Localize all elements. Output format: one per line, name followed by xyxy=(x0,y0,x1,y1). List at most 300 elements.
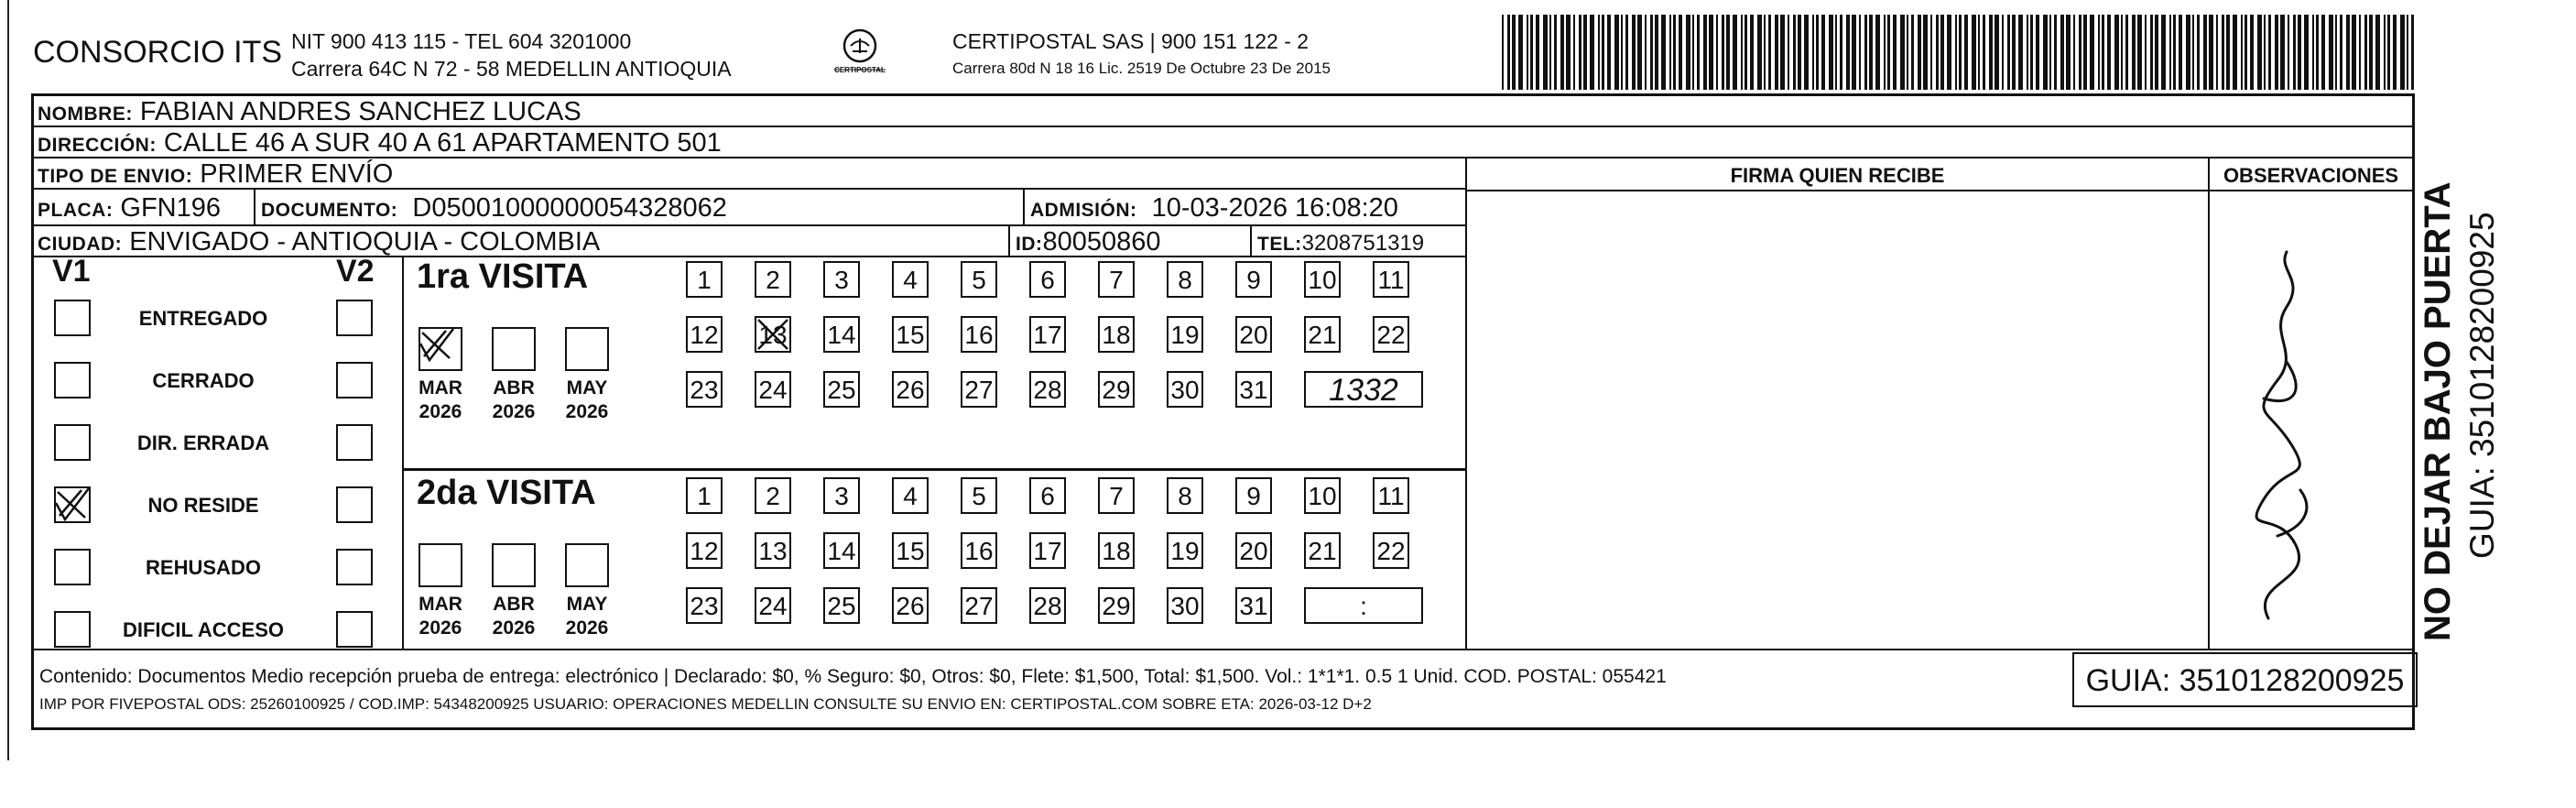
admision-value: 10-03-2026 16:08:20 xyxy=(1151,193,1398,223)
barcode-bar xyxy=(2102,15,2104,90)
barcode-bar xyxy=(2002,15,2004,90)
barcode-bar xyxy=(2244,15,2247,90)
barcode-bar xyxy=(1686,15,1690,90)
barcode-bar xyxy=(2186,15,2190,90)
documento-cell xyxy=(261,192,727,226)
barcode-bar xyxy=(2288,15,2289,90)
barcode-bar xyxy=(2125,15,2128,90)
barcode-bar xyxy=(1709,15,1713,90)
barcode-bar xyxy=(1788,15,1789,90)
month-year: 2026 xyxy=(418,617,462,639)
company-info xyxy=(291,27,732,82)
barcode-bar xyxy=(2098,15,2100,90)
month-name: MAY xyxy=(566,377,608,399)
barcode-bar xyxy=(1579,15,1581,90)
barcode-bar xyxy=(1607,15,1611,90)
row-tipo xyxy=(34,158,1465,190)
barcode-bar xyxy=(2150,15,2153,90)
barcode-bar xyxy=(2043,15,2048,90)
day-box[interactable]: 12 xyxy=(686,316,723,353)
barcode-bar xyxy=(2352,15,2356,90)
day-box[interactable]: 31 xyxy=(1235,371,1272,408)
v2-checkbox[interactable] xyxy=(336,486,373,523)
day-box[interactable]: 24 xyxy=(755,371,791,408)
barcode-bar xyxy=(2346,15,2350,90)
barcode-bar xyxy=(1955,15,1957,90)
day-box[interactable]: 9 xyxy=(1235,261,1272,298)
barcode-bar xyxy=(2007,15,2010,90)
month-label xyxy=(561,593,613,640)
barcode-bar xyxy=(1780,15,1785,90)
day-box[interactable]: 8 xyxy=(1167,261,1203,298)
day-box[interactable]: 5 xyxy=(961,261,997,298)
barcode-bar xyxy=(2304,15,2309,90)
barcode-bar xyxy=(1798,15,1801,90)
day-box[interactable]: 2 xyxy=(755,261,791,298)
barcode-bar xyxy=(1536,15,1539,90)
day-box[interactable]: 7 xyxy=(1098,261,1135,298)
ciudad-label: CIUDAD: xyxy=(38,234,123,255)
day-box[interactable]: 18 xyxy=(1098,532,1135,569)
day-box[interactable]: 13 xyxy=(755,532,791,569)
barcode-bar xyxy=(2275,15,2278,90)
barcode-bar xyxy=(2173,15,2176,90)
month-label xyxy=(415,377,466,424)
barcode-bar xyxy=(1947,15,1951,90)
nombre-label: NOMBRE: xyxy=(38,104,133,125)
ciudad-cell xyxy=(38,226,600,260)
barcode-bar xyxy=(1554,15,1557,90)
barcode-bar xyxy=(1512,15,1516,90)
barcode-bar xyxy=(2073,15,2075,90)
admision-cell xyxy=(1030,192,1398,226)
barcode-bar xyxy=(2250,15,2254,90)
placa-value: GFN196 xyxy=(120,193,221,223)
barcode-bar xyxy=(2335,15,2337,90)
day-box[interactable]: 5 xyxy=(961,477,997,514)
visit-title: 2da VISITA xyxy=(417,474,596,512)
barcode-bar xyxy=(1821,15,1825,90)
certipostal-info xyxy=(952,27,1331,82)
day-box[interactable]: 8 xyxy=(1167,477,1203,514)
tel-label: TEL: xyxy=(1257,234,1302,255)
barcode-bar xyxy=(1757,15,1762,90)
barcode-bar xyxy=(2316,15,2319,90)
day-box[interactable]: 19 xyxy=(1167,316,1203,353)
barcode-bar xyxy=(2030,15,2033,90)
barcode-bar xyxy=(2375,15,2380,90)
barcode-bar xyxy=(1530,15,1533,90)
day-box[interactable]: 16 xyxy=(961,532,997,569)
month-checkbox[interactable] xyxy=(418,543,462,587)
tel-cell xyxy=(1257,228,1424,260)
tipo-value: PRIMER ENVÍO xyxy=(200,159,394,189)
day-box[interactable]: 23 xyxy=(686,371,723,408)
barcode-bar xyxy=(1583,15,1587,90)
day-box[interactable]: 22 xyxy=(1373,532,1409,569)
day-box[interactable]: 7 xyxy=(1098,477,1135,514)
barcode-bar xyxy=(1692,15,1694,90)
day-box[interactable]: 16 xyxy=(961,316,997,353)
v1-header: V1 xyxy=(52,254,91,289)
day-box[interactable]: 10 xyxy=(1304,477,1341,514)
barcode-bar xyxy=(2222,15,2224,90)
month-checkbox[interactable] xyxy=(418,327,462,371)
barcode-bar xyxy=(2114,15,2119,90)
barcode-bar xyxy=(2329,15,2333,90)
barcode-bar xyxy=(2197,15,2200,90)
barcode-bar xyxy=(2209,15,2213,90)
day-box[interactable]: 29 xyxy=(1098,587,1135,624)
barcode-bar xyxy=(2083,15,2087,90)
day-box[interactable]: 20 xyxy=(1235,316,1272,353)
day-box[interactable]: 9 xyxy=(1235,477,1272,514)
barcode-bar xyxy=(1673,15,1676,90)
barcode-bar xyxy=(1875,15,1880,90)
barcode-bar xyxy=(2407,15,2408,90)
barcode-bar xyxy=(1907,15,1908,90)
month-label xyxy=(488,593,539,640)
barcode-bar xyxy=(1816,15,1819,90)
direccion-value: CALLE 46 A SUR 40 A 61 APARTAMENTO 501 xyxy=(163,128,722,158)
observaciones-left-border xyxy=(2208,158,2210,649)
day-box[interactable]: 27 xyxy=(961,587,997,624)
barcode-bar xyxy=(1793,15,1796,90)
day-box[interactable]: 11 xyxy=(1373,261,1409,298)
month-year: 2026 xyxy=(418,401,462,422)
day-box[interactable]: 23 xyxy=(686,587,723,624)
barcode-bar xyxy=(1829,15,1833,90)
barcode-bar xyxy=(1900,15,1905,90)
barcode-bar xyxy=(1978,15,1980,90)
month-year: 2026 xyxy=(492,401,536,422)
barcode-bar xyxy=(1918,15,1921,90)
status-option-label: DIFICIL ACCESO xyxy=(122,618,284,641)
placa-label: PLACA: xyxy=(38,200,114,221)
divider xyxy=(1250,226,1252,257)
footer-print-info: IMP POR FIVEPOSTAL ODS: 25260100925 / COD.IMP: 54348200925 USUARIO: OPERACIONES MEDELLIN CONSULTE SU ENVIO EN: CERTIPOSTAL.COM SOBRE ETA: 2026-03-12 D+2 xyxy=(39,695,1372,713)
barcode-bar xyxy=(2060,15,2064,90)
observaciones-header: OBSERVACIONES xyxy=(2223,164,2399,187)
status-option-label: REHUSADO xyxy=(146,556,261,579)
side-guia: GUIA: 3510128200925 xyxy=(2463,212,2501,559)
barcode-bar xyxy=(2298,15,2301,90)
day-box[interactable]: 22 xyxy=(1373,316,1409,353)
tipo-label: TIPO DE ENVIO: xyxy=(38,166,193,187)
documento-value: D05001000000054328062 xyxy=(412,193,727,223)
month-name: MAR xyxy=(418,377,462,399)
barcode-bar xyxy=(2216,15,2218,90)
row-ciudad xyxy=(34,226,1465,257)
barcode-bar xyxy=(2012,15,2016,90)
certipostal-address: Carrera 80d N 18 16 Lic. 2519 De Octubre 23 De 2015 xyxy=(952,60,1331,77)
status-option-label: DIR. ERRADA xyxy=(136,431,270,454)
barcode-bar xyxy=(1930,15,1932,90)
barcode-bar xyxy=(1884,15,1886,90)
barcode-bar xyxy=(1637,15,1642,90)
v2-checkbox[interactable] xyxy=(336,424,373,461)
side-notice: NO DEJAR BAJO PUERTA xyxy=(2418,181,2458,641)
barcode-bar xyxy=(2090,15,2094,90)
day-box[interactable]: 17 xyxy=(1029,316,1066,353)
footer-border xyxy=(34,649,2412,650)
id-value: 80050860 xyxy=(1042,227,1161,257)
day-box[interactable]: 6 xyxy=(1029,477,1066,514)
barcode-bar xyxy=(1560,15,1564,90)
barcode-bar xyxy=(2241,15,2243,90)
company-name: CONSORCIO ITS xyxy=(33,35,283,70)
barcode-bar xyxy=(2036,15,2039,90)
footer-content: Contenido: Documentos Medio recepción prueba de entrega: electrónico | Declarado: $0, % Seguro: $0, Otros: $0, Flete: $1,500, Total: $1,500. Vol.: 1*1*1. 0.5 1 Unid. COD. POSTAL: 055421 xyxy=(39,666,1667,687)
month-label xyxy=(561,377,613,424)
barcode-bar xyxy=(1804,15,1809,90)
month-label xyxy=(488,377,539,424)
row-placa xyxy=(34,190,1465,226)
month-checkbox[interactable] xyxy=(492,327,536,371)
barcode-bar xyxy=(1775,15,1778,90)
month-label xyxy=(415,593,466,640)
barcode-bar xyxy=(1994,15,1999,90)
day-box[interactable]: 14 xyxy=(823,316,860,353)
day-box[interactable]: 29 xyxy=(1098,371,1135,408)
barcode-bar xyxy=(1864,15,1867,90)
day-box[interactable]: 26 xyxy=(892,371,929,408)
barcode-bar xyxy=(2393,15,2397,90)
day-box[interactable]: 1 xyxy=(686,261,723,298)
day-box[interactable]: 3 xyxy=(823,261,860,298)
placa-cell xyxy=(38,192,221,226)
day-box[interactable]: 24 xyxy=(755,587,791,624)
guia-number: GUIA: 3510128200925 xyxy=(2072,652,2418,707)
barcode-bar xyxy=(2369,15,2373,90)
day-box[interactable]: 6 xyxy=(1029,261,1066,298)
barcode-bar xyxy=(2264,15,2266,90)
barcode-bar xyxy=(2226,15,2230,90)
barcode-bar xyxy=(2027,15,2028,90)
day-box[interactable]: 30 xyxy=(1167,587,1203,624)
barcode-bar xyxy=(2192,15,2194,90)
barcode-bar xyxy=(1549,15,1551,90)
day-box[interactable]: 15 xyxy=(892,532,929,569)
month-checkbox[interactable] xyxy=(492,543,536,587)
day-box[interactable]: 31 xyxy=(1235,587,1272,624)
barcode-bar xyxy=(1669,15,1671,90)
documento-label: DOCUMENTO: xyxy=(261,200,398,221)
barcode-bar xyxy=(1621,15,1623,90)
barcode-bar xyxy=(2280,15,2285,90)
barcode-bar xyxy=(1887,15,1890,90)
barcode-bar xyxy=(1527,15,1528,90)
recipient-signature xyxy=(2213,234,2351,637)
day-box[interactable]: 14 xyxy=(823,532,860,569)
barcode-bar xyxy=(2411,15,2414,90)
barcode-bar xyxy=(2359,15,2361,90)
divider xyxy=(1023,190,1025,226)
barcode-bar xyxy=(1964,15,1968,90)
barcode-bar xyxy=(1835,15,1837,90)
barcode-bar xyxy=(1661,15,1666,90)
day-box[interactable]: 27 xyxy=(961,371,997,408)
status-option-label: CERRADO xyxy=(152,369,255,392)
status-option-label: ENTREGADO xyxy=(138,307,268,330)
barcode-bar xyxy=(1972,15,1976,90)
day-box[interactable]: 17 xyxy=(1029,532,1066,569)
barcode-bar xyxy=(2155,15,2158,90)
month-name: MAY xyxy=(566,594,608,615)
barcode-bar xyxy=(2203,15,2207,90)
barcode-bar xyxy=(1733,15,1737,90)
barcode-bar xyxy=(1852,15,1856,90)
barcode-bar xyxy=(1859,15,1861,90)
id-label: ID: xyxy=(1016,234,1043,255)
day-box[interactable]: 28 xyxy=(1029,371,1066,408)
barcode-bar xyxy=(2257,15,2262,90)
month-year: 2026 xyxy=(492,617,536,639)
day-box[interactable]: 25 xyxy=(823,587,860,624)
barcode-bar xyxy=(1959,15,1962,90)
barcode-bar xyxy=(1598,15,1600,90)
day-box[interactable]: 18 xyxy=(1098,316,1135,353)
column-header-border xyxy=(1467,190,2412,191)
barcode-bar xyxy=(2384,15,2386,90)
v2-header: V2 xyxy=(336,254,375,289)
month-checkbox[interactable] xyxy=(565,543,609,587)
v2-checkbox[interactable] xyxy=(336,611,373,648)
barcode-bar xyxy=(1614,15,1619,90)
barcode-bar xyxy=(1518,15,1523,90)
company-address: Carrera 64C N 72 - 58 MEDELLIN ANTIOQUIA xyxy=(291,57,732,81)
barcode-bar xyxy=(1632,15,1636,90)
barcode-bar xyxy=(2132,15,2136,90)
barcode-bar xyxy=(2161,15,2166,90)
month-year: 2026 xyxy=(565,401,609,422)
month-name: MAR xyxy=(418,594,462,615)
day-box[interactable]: 12 xyxy=(686,532,723,569)
barcode-bar xyxy=(1703,15,1707,90)
barcode-bar xyxy=(2145,15,2147,90)
barcode-bar xyxy=(2400,15,2405,90)
barcode-bar xyxy=(1566,15,1571,90)
firma-header: FIRMA QUIEN RECIBE xyxy=(1730,164,1945,187)
day-box[interactable]: 11 xyxy=(1373,477,1409,514)
admision-label: ADMISIÓN: xyxy=(1030,200,1137,221)
day-box[interactable]: 2 xyxy=(755,477,791,514)
certipostal-logo xyxy=(829,26,891,81)
day-box[interactable]: 4 xyxy=(892,261,929,298)
barcode-bar xyxy=(1722,15,1724,90)
barcode-bar xyxy=(2387,15,2390,90)
barcode-bar xyxy=(1697,15,1700,90)
time-box[interactable]: : xyxy=(1304,587,1423,624)
barcode-bar xyxy=(1645,15,1647,90)
ciudad-value: ENVIGADO - ANTIOQUIA - COLOMBIA xyxy=(129,227,601,257)
barcode-bar xyxy=(1573,15,1575,90)
month-checkbox[interactable] xyxy=(565,327,609,371)
barcode-bar xyxy=(2340,15,2342,90)
barcode-bar xyxy=(1923,15,1928,90)
barcode-bar xyxy=(1911,15,1914,90)
barcode-bar xyxy=(2018,15,2023,90)
barcode-bar xyxy=(1750,15,1754,90)
visit-left-border xyxy=(402,257,404,649)
company-nit: NIT 900 413 115 - TEL 604 3201000 xyxy=(291,29,632,53)
barcode-bar xyxy=(2179,15,2182,90)
day-box[interactable]: 3 xyxy=(823,477,860,514)
v2-checkbox[interactable] xyxy=(336,549,373,585)
day-box[interactable]: 10 xyxy=(1304,261,1341,298)
barcode-bar xyxy=(1590,15,1594,90)
day-box[interactable]: 21 xyxy=(1304,532,1341,569)
day-box[interactable]: 4 xyxy=(892,477,929,514)
visit-divider xyxy=(402,468,1465,471)
barcode-bar xyxy=(1650,15,1653,90)
day-box[interactable]: 26 xyxy=(892,587,929,624)
day-box[interactable]: 19 xyxy=(1167,532,1203,569)
v2-checkbox[interactable] xyxy=(336,300,373,336)
day-box[interactable]: 1 xyxy=(686,477,723,514)
barcode-bar xyxy=(1768,15,1771,90)
barcode-bar xyxy=(2169,15,2171,90)
barcode-bar xyxy=(1602,15,1604,90)
barcode-bar xyxy=(2364,15,2367,90)
barcode-bar xyxy=(1679,15,1682,90)
barcode-bar xyxy=(1812,15,1814,90)
tel-value: 3208751319 xyxy=(1301,231,1425,256)
barcode-bar xyxy=(2268,15,2271,90)
barcode-bar xyxy=(2107,15,2111,90)
barcode-bar xyxy=(1989,15,1993,90)
month-year: 2026 xyxy=(565,617,609,639)
barcode-bar xyxy=(1764,15,1766,90)
day-box[interactable]: 30 xyxy=(1167,371,1203,408)
barcode-bar xyxy=(1983,15,1985,90)
barcode-bar xyxy=(2054,15,2057,90)
day-box[interactable]: 28 xyxy=(1029,587,1066,624)
barcode-bar xyxy=(1543,15,1548,90)
id-cell xyxy=(1016,226,1161,260)
direccion-label: DIRECCIÓN: xyxy=(38,135,157,156)
barcode-bar xyxy=(1625,15,1628,90)
barcode-bar xyxy=(2321,15,2325,90)
certipostal-name: CERTIPOSTAL SAS | 900 151 122 - 2 xyxy=(952,29,1310,53)
time-box[interactable]: 1332 xyxy=(1304,371,1423,408)
day-box[interactable]: 20 xyxy=(1235,532,1272,569)
v2-checkbox[interactable] xyxy=(336,362,373,399)
day-box[interactable]: 15 xyxy=(892,316,929,353)
barcode-bar xyxy=(1869,15,1873,90)
barcode-bar xyxy=(1502,15,1504,90)
nombre-value: FABIAN ANDRES SANCHEZ LUCAS xyxy=(139,97,582,126)
barcode-bar xyxy=(2312,15,2314,90)
divider xyxy=(1008,226,1010,257)
row-direccion xyxy=(34,127,2412,158)
day-box[interactable]: 13 xyxy=(755,316,791,353)
barcode-bar xyxy=(1741,15,1743,90)
barcode-bar xyxy=(2233,15,2237,90)
barcode-bar xyxy=(1726,15,1730,90)
barcode-bar xyxy=(1936,15,1939,90)
barcode-bar xyxy=(2066,15,2071,90)
day-box[interactable]: 25 xyxy=(823,371,860,408)
barcode-bar xyxy=(2137,15,2142,90)
firma-left-border xyxy=(1465,158,1467,649)
barcode-bar xyxy=(2049,15,2051,90)
month-name: ABR xyxy=(493,594,535,615)
day-box[interactable]: 21 xyxy=(1304,316,1341,353)
barcode-bar xyxy=(1840,15,1842,90)
barcode-bar xyxy=(1507,15,1510,90)
barcode-bar xyxy=(1940,15,1944,90)
